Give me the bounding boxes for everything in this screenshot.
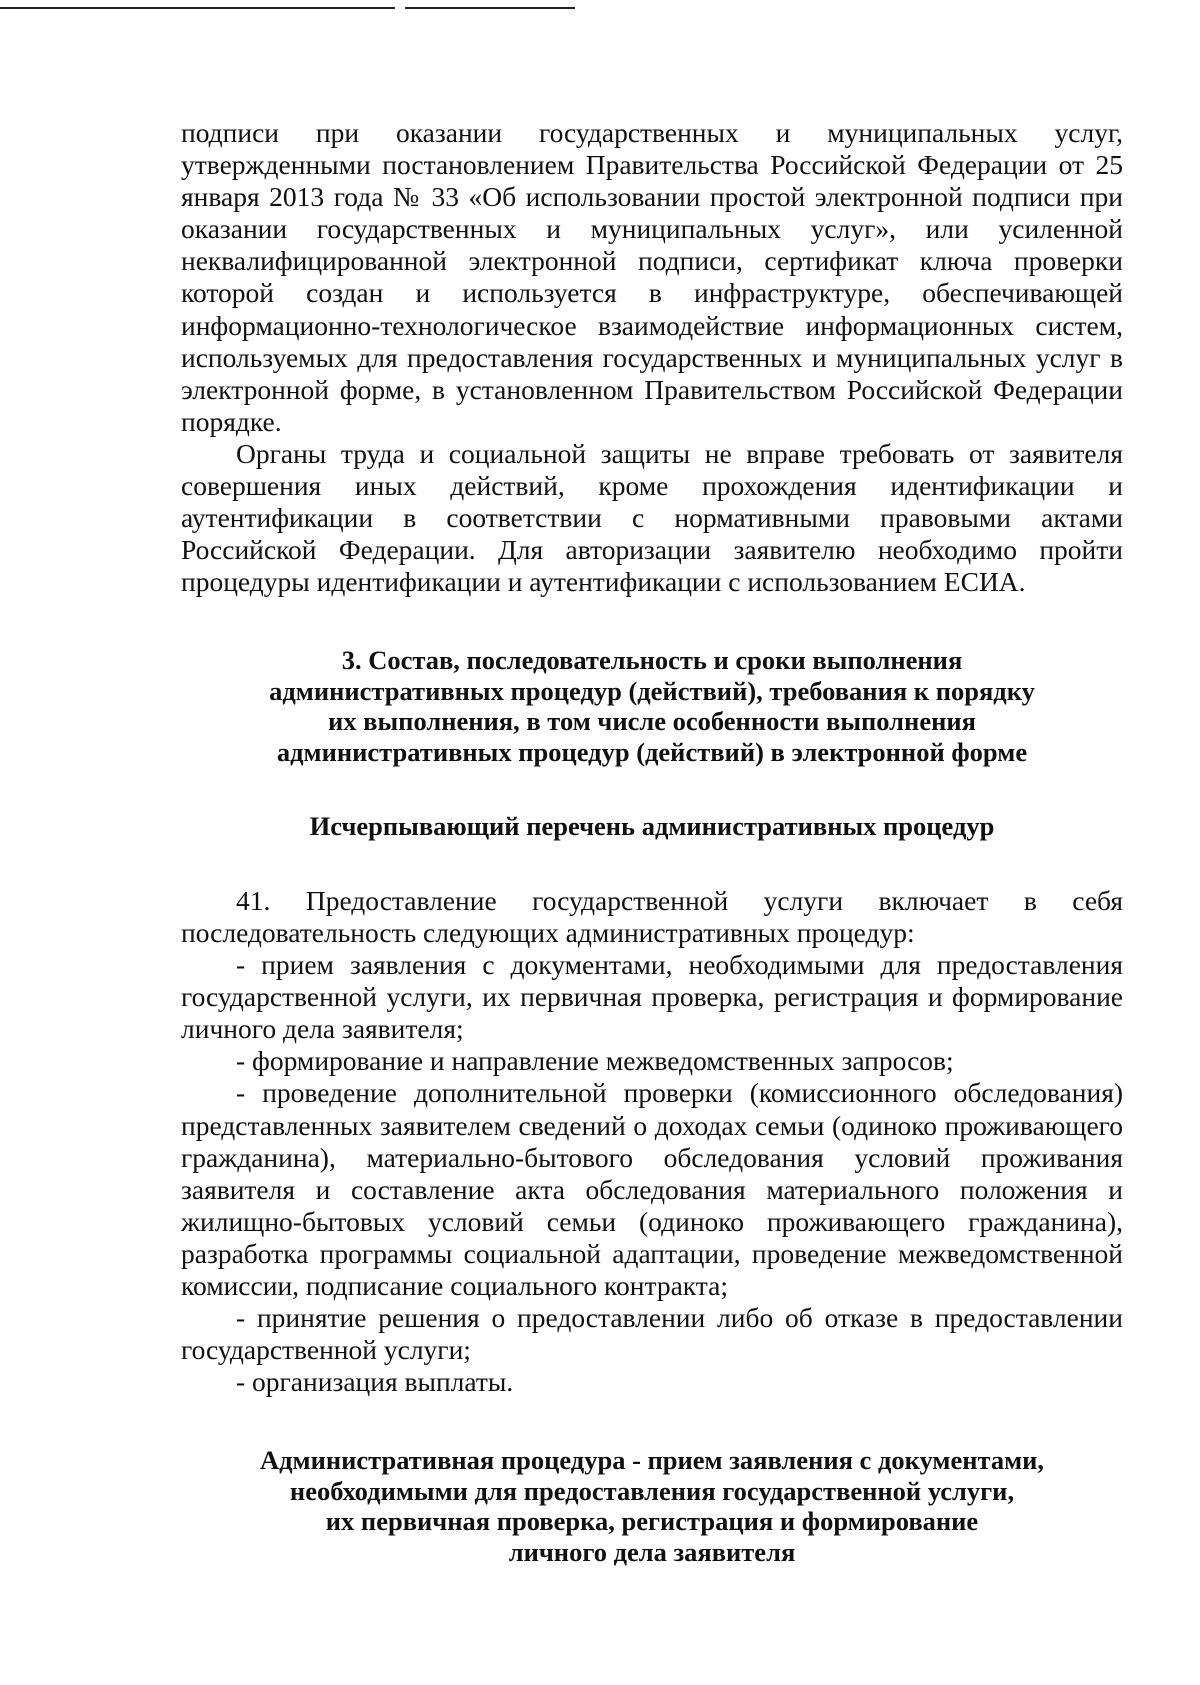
paragraph: Органы труда и социальной защиты не вправе требовать от заявителя совершения иных действий, кроме прохождения идентификации и аутентификации в соответствии с нормативными правовыми актами Российской Федерации. Для авторизации заявителю необходимо пройти процедуры идентификации и аутентификации с использованием ЕСИА.: [181, 437, 1123, 598]
document-page: [181, 117, 1123, 1567]
subheading: Исчерпывающий перечень административных процедур: [309, 811, 995, 842]
list-item: - проведение дополнительной проверки (комиссионного обследования) представленных заявителем сведений о доходах семьи (одиноко проживающего гражданина), материально-бытового обследования условий проживания заявителя и составление акта обследования материального положения и жилищно-бытовых условий семьи (одиноко проживающего гражданина), разработка программы социальной адаптации, проведение межведомственной комиссии, подписание социального контракта;: [181, 1077, 1123, 1302]
heading-line: их выполнения, в том числе особенности выполнения: [328, 706, 976, 737]
list-item: - организация выплаты.: [236, 1366, 514, 1398]
heading-line: Административная процедура - прием заявления с документами,: [259, 1445, 1045, 1476]
heading-line: личного дела заявителя: [508, 1536, 796, 1567]
paragraph: 41. Предоставление государственной услуги включает в себя последовательность следующих административных процедур:: [181, 884, 1123, 948]
heading-line: 3. Состав, последовательность и сроки выполнения: [341, 645, 963, 676]
heading-line: административных процедур (действий), требования к порядку: [269, 675, 1035, 706]
scan-edge-line: [0, 7, 395, 9]
heading-line: необходимыми для предоставления государственной услуги,: [289, 1475, 1015, 1506]
list-item: - принятие решения о предоставлении либо об отказе в предоставлении государственной услуги;: [181, 1302, 1123, 1366]
paragraph: подписи при оказании государственных и муниципальных услуг, утвержденными постановлением Правительства Российской Федерации от 25 января 2013 года № 33 «Об использовании простой электронной подписи при оказании государственных и муниципальных услуг», или усиленной неквалифицированной электронной подписи, сертификат ключа проверки которой создан и используется в инфраструктуре, обеспечивающей информационно-технологическое взаимодействие информационных систем, используемых для предоставления государственных и муниципальных услуг в электронной форме, в установленном Правительством Российской Федерации порядке.: [181, 117, 1123, 437]
list-item: - формирование и направление межведомственных запросов;: [236, 1045, 954, 1077]
procedure-heading: [181, 1445, 1123, 1567]
section-heading: [181, 645, 1123, 767]
heading-line: их первичная проверка, регистрация и формирование: [325, 1506, 979, 1537]
heading-line: административных процедур (действий) в электронной форме: [276, 736, 1028, 767]
scan-edge-line: [405, 7, 575, 9]
list-item: - прием заявления с документами, необходимыми для предоставления государственной услуги, их первичная проверка, регистрация и формирование личного дела заявителя;: [181, 949, 1123, 1045]
procedure-list: [181, 949, 1123, 1398]
